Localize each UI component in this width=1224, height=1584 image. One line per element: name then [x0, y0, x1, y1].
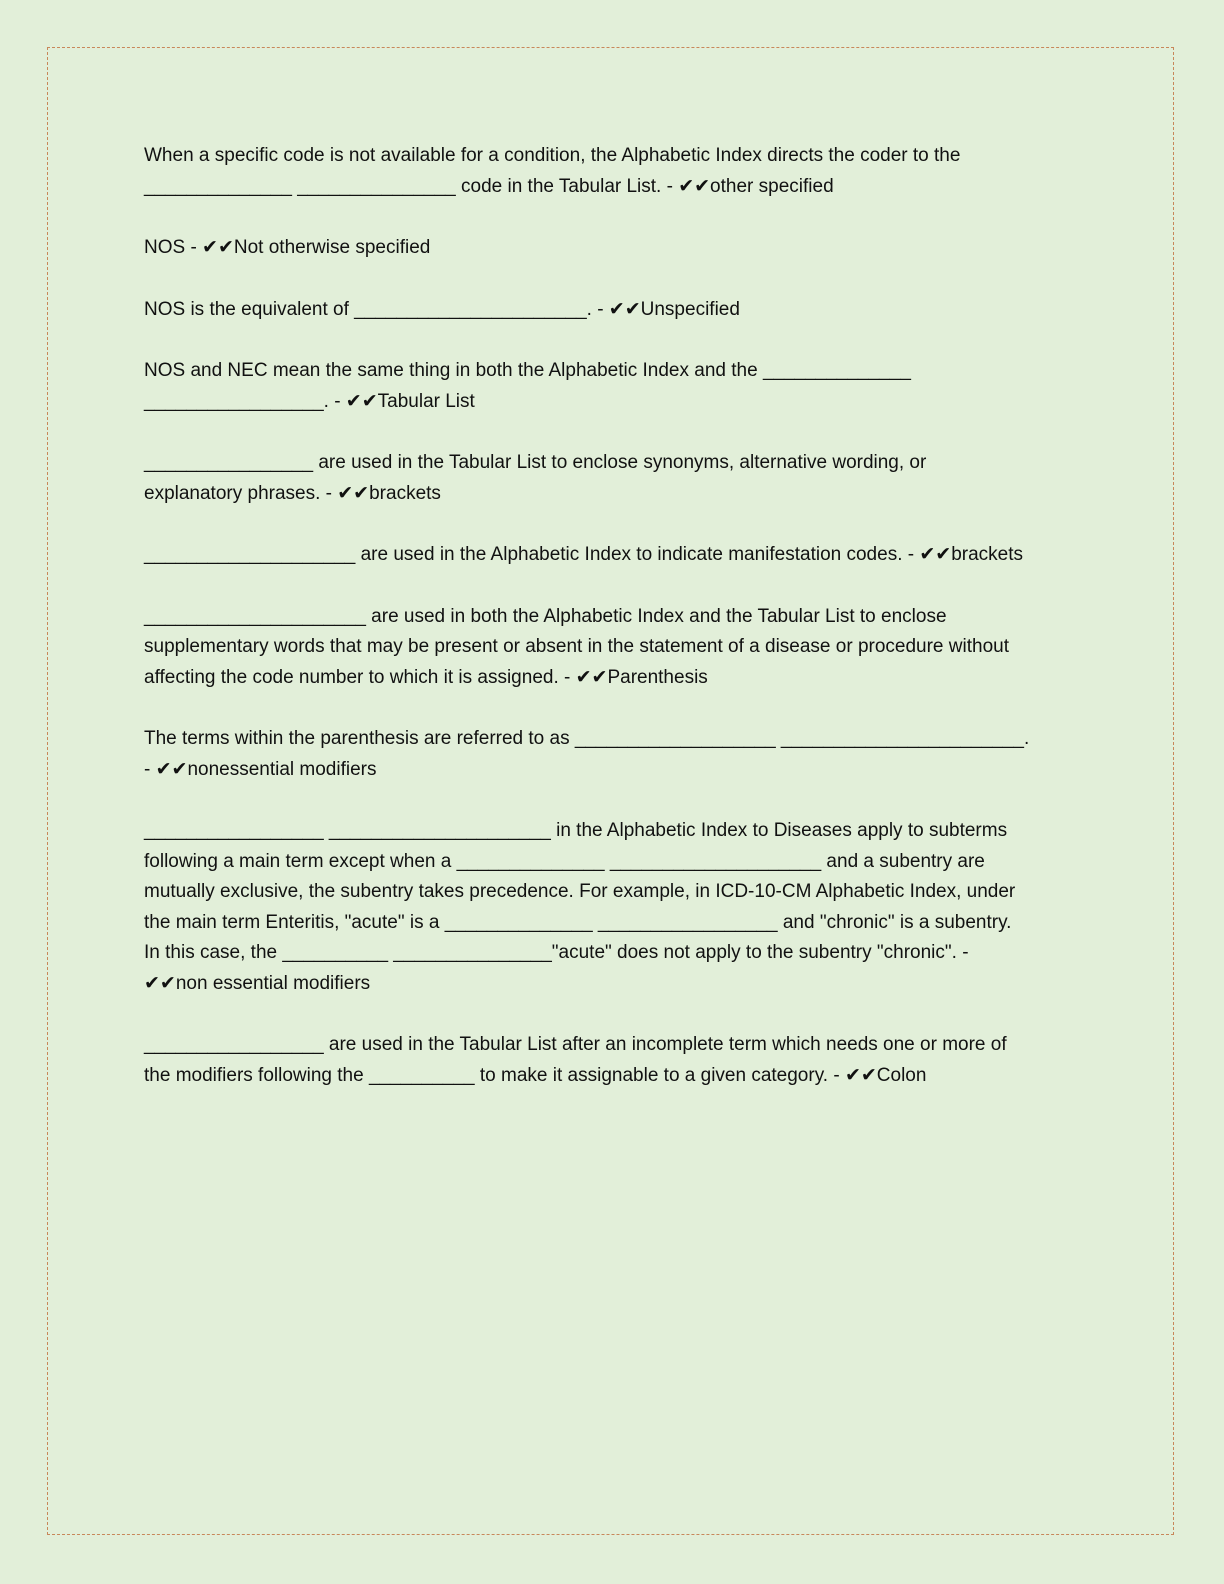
qa-item-1: When a specific code is not available for a condition, the Alphabetic Index directs the coder to the ______________ _______________ code in the Tabular List. - ✔✔other specified	[144, 145, 961, 197]
document-body	[144, 141, 1082, 1091]
qa-item-4: NOS and NEC mean the same thing in both the Alphabetic Index and the ______________ _________________. - ✔✔Tabular List	[144, 360, 911, 412]
qa-item-7: _____________________ are used in both the Alphabetic Index and the Tabular List to enclose supplementary words that may be present or absent in the statement of a disease or procedure without affecting the code number to which it is assigned. - ✔✔Parenthesis	[144, 605, 1009, 688]
qa-item-5: ________________ are used in the Tabular List to enclose synonyms, alternative wording, or explanatory phrases. - ✔✔brackets	[144, 452, 927, 504]
qa-item-2: NOS - ✔✔Not otherwise specified	[144, 237, 431, 258]
qa-item-3: NOS is the equivalent of ______________________. - ✔✔Unspecified	[144, 298, 740, 320]
qa-item-10: _________________ are used in the Tabular List after an incomplete term which needs one or more of the modifiers following the __________ to make it assignable to a given category. - ✔✔Colon	[144, 1034, 1007, 1086]
qa-item-8: The terms within the parenthesis are referred to as ___________________ _______________________. - ✔✔nonessential modifiers	[144, 728, 1030, 780]
qa-item-6: ____________________ are used in the Alphabetic Index to indicate manifestation codes. - ✔✔brackets	[144, 544, 1024, 565]
qa-item-9: _________________ _____________________ in the Alphabetic Index to Diseases apply to subterms following a main term except when a ______________ ____________________ and a subentry are mutually exclusive, the subentry takes precedence. For example, in ICD-10-CM Alphabetic Index, under the main term Enteritis, "acute" is a ______________ _________________ and "chronic" is a subentry. In this case, the __________ _______________"acute" does not apply to the subentry "chronic". - ✔✔non essential modifiers	[144, 820, 1016, 994]
